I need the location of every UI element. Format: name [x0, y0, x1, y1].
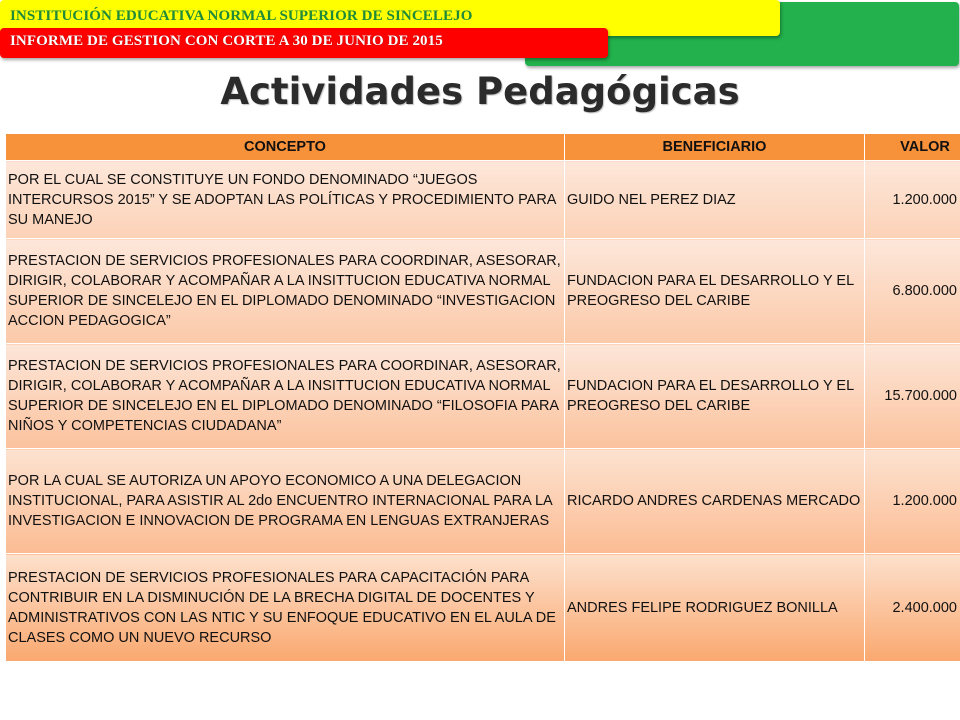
column-header-valor: VALOR — [865, 134, 960, 161]
cell-concepto: POR LA CUAL SE AUTORIZA UN APOYO ECONOMICO A UNA DELEGACION INSTITUCIONAL, PARA ASISTIR AL 2do ENCUENTRO INTERNACIONAL PARA LA INVESTIGACION E INNOVACION DE PROGRAMA EN LENGUAS EXTRANJERAS — [6, 449, 565, 554]
institution-name: INSTITUCIÓN EDUCATIVA NORMAL SUPERIOR DE SINCELEJO — [10, 8, 473, 24]
table-row — [6, 344, 960, 449]
cell-valor: 15.700.000 — [865, 344, 960, 449]
cell-valor: 1.200.000 — [865, 161, 960, 239]
cell-valor: 2.400.000 — [865, 554, 960, 662]
cell-beneficiario: FUNDACION PARA EL DESARROLLO Y EL PREOGRESO DEL CARIBE — [565, 344, 865, 449]
cell-concepto: POR EL CUAL SE CONSTITUYE UN FONDO DENOMINADO “JUEGOS INTERCURSOS 2015” Y SE ADOPTAN LAS POLÍTICAS Y PROCEDIMIENTO PARA SU MANEJO — [6, 161, 565, 239]
table-header-row — [6, 134, 960, 161]
table-row — [6, 161, 960, 239]
activities-table — [5, 133, 960, 662]
page-title — [0, 70, 960, 113]
cell-beneficiario: ANDRES FELIPE RODRIGUEZ BONILLA — [565, 554, 865, 662]
table-row — [6, 449, 960, 554]
cell-valor: 1.200.000 — [865, 449, 960, 554]
column-header-beneficiario: BENEFICIARIO — [565, 134, 865, 161]
cell-beneficiario: RICARDO ANDRES CARDENAS MERCADO — [565, 449, 865, 554]
cell-beneficiario: GUIDO NEL PEREZ DIAZ — [565, 161, 865, 239]
cell-concepto: PRESTACION DE SERVICIOS PROFESIONALES PARA COORDINAR, ASESORAR, DIRIGIR, COLABORAR Y ACOMPAÑAR A LA INSITTUCION EDUCATIVA NORMAL SUPERIOR DE SINCELEJO EN EL DIPLOMADO DENOMINADO “INVESTIGACION ACCION PEDAGOGICA” — [6, 239, 565, 344]
column-header-concepto: CONCEPTO — [6, 134, 565, 161]
cell-beneficiario: FUNDACION PARA EL DESARROLLO Y EL PREOGRESO DEL CARIBE — [565, 239, 865, 344]
cell-concepto: PRESTACION DE SERVICIOS PROFESIONALES PARA COORDINAR, ASESORAR, DIRIGIR, COLABORAR Y ACOMPAÑAR A LA INSITTUCION EDUCATIVA NORMAL SUPERIOR DE SINCELEJO EN EL DIPLOMADO DENOMINADO “FILOSOFIA PARA NIÑOS Y COMPETENCIAS CIUDADANA” — [6, 344, 565, 449]
table-row — [6, 239, 960, 344]
page-title-text: Actividades Pedagógicas — [220, 70, 740, 113]
cell-concepto: PRESTACION DE SERVICIOS PROFESIONALES PARA CAPACITACIÓN PARA CONTRIBUIR EN LA DISMINUCIÓN DE LA BRECHA DIGITAL DE DOCENTES Y ADMINISTRATIVOS CON LAS NTIC Y SU ENFOQUE EDUCATIVO EN EL AULA DE CLASES COMO UN NUEVO RECURSO — [6, 554, 565, 662]
table-row — [6, 554, 960, 662]
cell-valor: 6.800.000 — [865, 239, 960, 344]
report-subtitle: INFORME DE GESTION CON CORTE A 30 DE JUNIO DE 2015 — [10, 33, 443, 49]
